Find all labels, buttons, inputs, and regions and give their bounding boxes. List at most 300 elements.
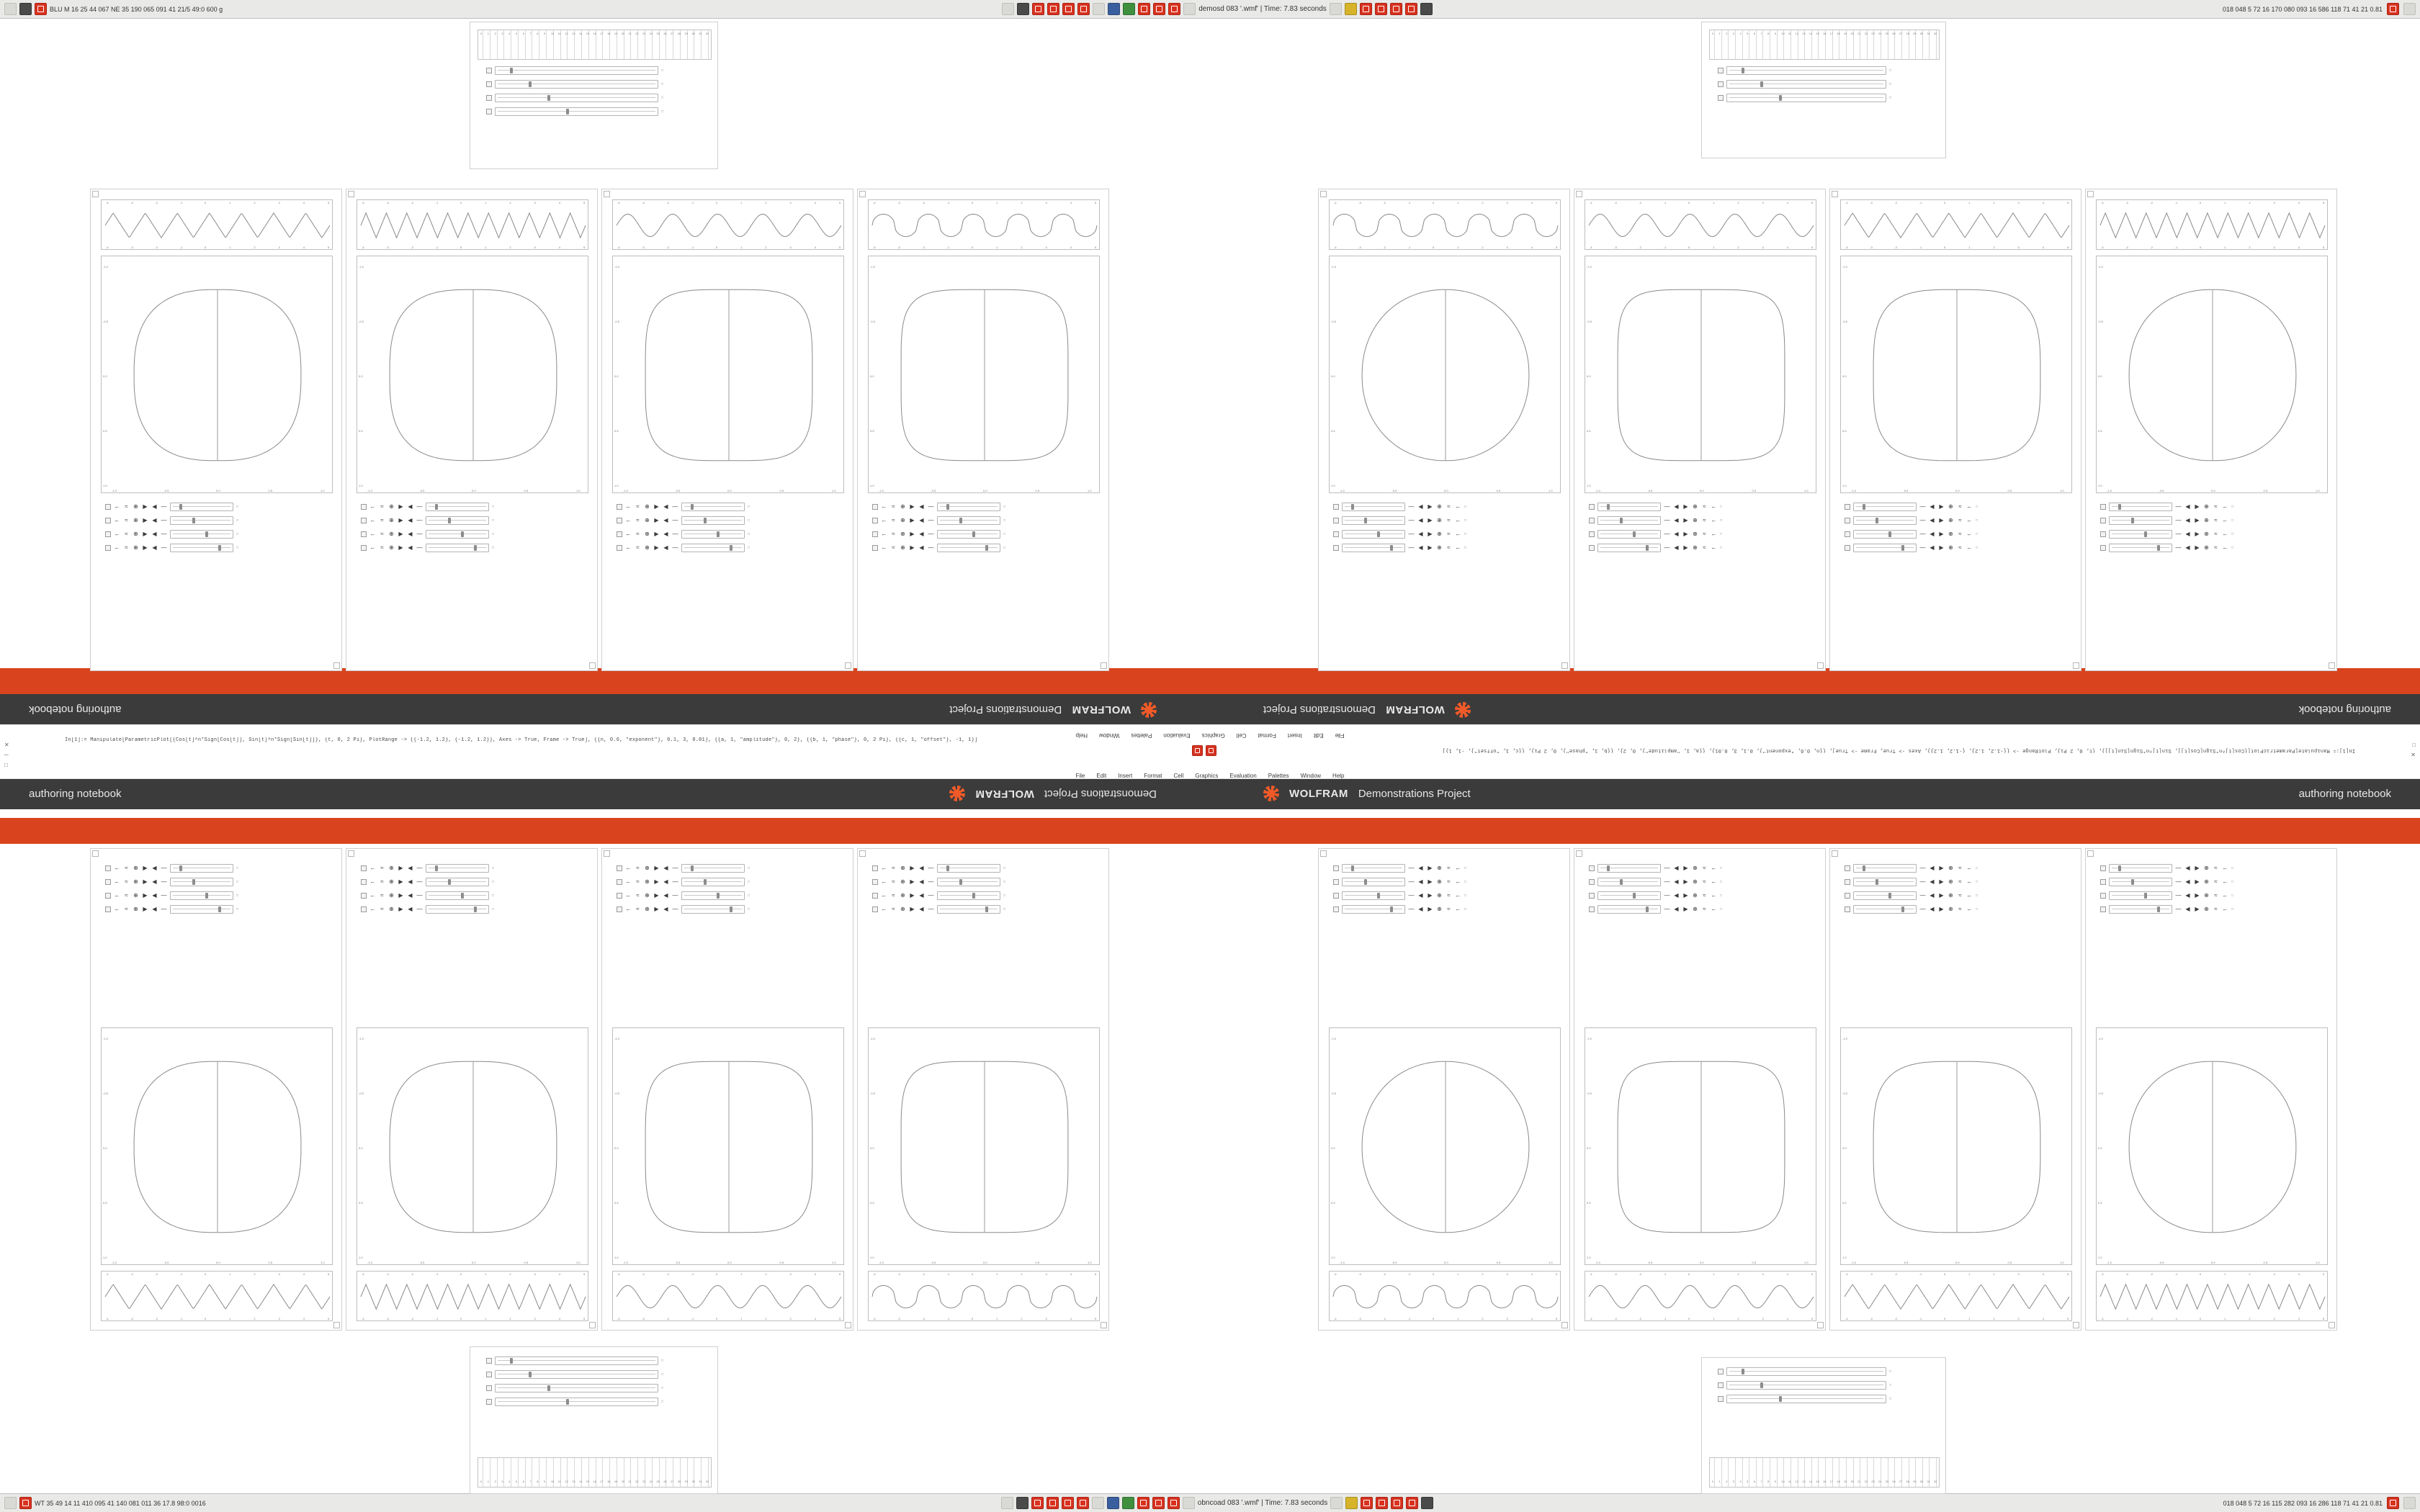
- resize-handle[interactable]: [333, 662, 340, 669]
- slider-step-icon-4[interactable]: ◀: [663, 503, 668, 510]
- slider-track[interactable]: [681, 544, 745, 552]
- slider-step-icon-0[interactable]: —: [2175, 544, 2182, 551]
- slider-step-icon-1[interactable]: ≈: [125, 891, 128, 899]
- slider-step-icon-0[interactable]: ←: [369, 516, 376, 523]
- slider-step-icon-1[interactable]: ◀: [1930, 544, 1935, 551]
- slider-step-icon-0[interactable]: ←: [881, 516, 887, 523]
- slider-step-icon-2[interactable]: ▶: [1939, 544, 1944, 551]
- resize-handle[interactable]: [1832, 850, 1838, 857]
- resize-handle[interactable]: [1101, 1322, 1107, 1328]
- slider-step-icon-4[interactable]: ◀: [408, 864, 413, 871]
- slider-step-icon-3[interactable]: ⊕: [1948, 864, 1953, 871]
- menu-item[interactable]: Insert: [1287, 732, 1302, 739]
- slider-lock-icon[interactable]: [1845, 518, 1850, 523]
- resize-handle[interactable]: [1817, 1322, 1824, 1328]
- slider-step-icon-5[interactable]: —: [416, 544, 423, 551]
- slider-step-icon-1[interactable]: ◀: [1418, 878, 1423, 885]
- slider-lock-icon[interactable]: [617, 893, 622, 899]
- slider-step-icon-1[interactable]: ◀: [1930, 864, 1935, 871]
- slider-step-icon-4[interactable]: ◀: [663, 878, 668, 885]
- slider-step-icon-4[interactable]: ≈: [1958, 905, 1962, 912]
- battery-icon[interactable]: [2403, 1497, 2416, 1509]
- slider-thumb[interactable]: [1901, 545, 1904, 551]
- slider-step-icon-4[interactable]: ◀: [152, 544, 157, 551]
- slider-thumb[interactable]: [717, 893, 720, 899]
- slider-step-icon-2[interactable]: ▶: [1428, 891, 1433, 899]
- resize-handle[interactable]: [589, 662, 596, 669]
- slider-step-icon-3[interactable]: ▶: [910, 864, 915, 871]
- slider-step-icon-4[interactable]: ◀: [408, 544, 413, 551]
- slider-step-icon-2[interactable]: ⊕: [133, 544, 138, 551]
- slider-step-icon-1[interactable]: ◀: [1418, 530, 1423, 537]
- slider-step-icon-2[interactable]: ⊕: [133, 530, 138, 537]
- record-icon[interactable]: [1152, 1497, 1165, 1509]
- slider-step-icon-4[interactable]: ◀: [663, 544, 668, 551]
- slider-step-icon-0[interactable]: ←: [881, 891, 887, 899]
- slider-step-icon-0[interactable]: ←: [369, 530, 376, 537]
- slider-step-icon-3[interactable]: ⊕: [1437, 530, 1442, 537]
- slider-step-icon-0[interactable]: —: [1664, 516, 1670, 523]
- slider-track[interactable]: [937, 864, 1000, 873]
- slider-thumb[interactable]: [1351, 504, 1354, 510]
- slider-step-icon-1[interactable]: ◀: [1418, 516, 1423, 523]
- slider-step-icon-4[interactable]: ≈: [1447, 905, 1451, 912]
- slider-track[interactable]: [1342, 516, 1405, 525]
- slider-thumb[interactable]: [946, 504, 949, 510]
- slider-step-icon-0[interactable]: —: [1664, 878, 1670, 885]
- slider-lock-icon[interactable]: [1333, 531, 1339, 537]
- slider-step-icon-2[interactable]: ▶: [2195, 503, 2200, 510]
- slider-step-icon-1[interactable]: ≈: [636, 516, 640, 523]
- slider-step-icon-1[interactable]: ◀: [2185, 878, 2190, 885]
- slider-lock-icon[interactable]: [872, 879, 878, 885]
- slider-track[interactable]: [1726, 66, 1886, 75]
- slider-step-icon-4[interactable]: ◀: [408, 503, 413, 510]
- slider-lock-icon[interactable]: [486, 1385, 492, 1391]
- slider-lock-icon[interactable]: [1845, 893, 1850, 899]
- slider-thumb[interactable]: [2144, 531, 2147, 537]
- slider-step-icon-1[interactable]: ◀: [1930, 878, 1935, 885]
- slider-step-icon-0[interactable]: ←: [881, 905, 887, 912]
- slider-lock-icon[interactable]: [105, 518, 111, 523]
- slider-thumb[interactable]: [691, 504, 694, 510]
- slider-lock-icon[interactable]: [872, 545, 878, 551]
- slider-step-icon-3[interactable]: ⊕: [1437, 891, 1442, 899]
- slider-step-icon-5[interactable]: ←: [1711, 530, 1717, 537]
- slider-step-icon-0[interactable]: ←: [369, 503, 376, 510]
- slider-track[interactable]: [495, 94, 658, 102]
- slider-step-icon-3[interactable]: ⊕: [2204, 544, 2209, 551]
- slider-step-icon-5[interactable]: ←: [2222, 544, 2228, 551]
- slider-step-icon-5[interactable]: ←: [1966, 544, 1973, 551]
- slider-step-icon-1[interactable]: ≈: [380, 516, 384, 523]
- slider-step-icon-4[interactable]: ≈: [2214, 544, 2218, 551]
- slider-step-icon-2[interactable]: ⊕: [133, 905, 138, 912]
- resize-handle[interactable]: [2073, 662, 2079, 669]
- slider-lock-icon[interactable]: [1718, 95, 1724, 101]
- slider-step-icon-4[interactable]: ◀: [152, 530, 157, 537]
- slider-step-icon-2[interactable]: ⊕: [389, 530, 394, 537]
- slider-step-icon-3[interactable]: ⊕: [1948, 516, 1953, 523]
- slider-track[interactable]: [170, 878, 233, 886]
- slider-lock-icon[interactable]: [1718, 81, 1724, 87]
- slider-step-icon-3[interactable]: ▶: [910, 891, 915, 899]
- slider-thumb[interactable]: [510, 1358, 513, 1364]
- slider-step-icon-3[interactable]: ▶: [910, 905, 915, 912]
- slider-step-icon-3[interactable]: ▶: [654, 503, 659, 510]
- slider-thumb[interactable]: [448, 879, 451, 885]
- slider-track[interactable]: [937, 530, 1000, 539]
- slider-step-icon-0[interactable]: ←: [625, 878, 632, 885]
- slider-step-icon-1[interactable]: ◀: [1674, 905, 1679, 912]
- slider-step-icon-5[interactable]: —: [672, 891, 678, 899]
- slider-step-icon-5[interactable]: —: [928, 503, 934, 510]
- window-icon[interactable]: [4, 1497, 17, 1509]
- record-icon[interactable]: [2387, 3, 2399, 15]
- slider-step-icon-3[interactable]: ⊕: [1948, 891, 1953, 899]
- slider-step-icon-5[interactable]: ←: [2222, 864, 2228, 871]
- resize-handle[interactable]: [1561, 662, 1568, 669]
- slider-step-icon-1[interactable]: ≈: [636, 878, 640, 885]
- slider-track[interactable]: [1853, 544, 1917, 552]
- slider-step-icon-2[interactable]: ⊕: [900, 503, 905, 510]
- app-icon[interactable]: [1420, 3, 1433, 15]
- slider-track[interactable]: [426, 891, 489, 900]
- slider-lock-icon[interactable]: [1845, 531, 1850, 537]
- slider-lock-icon[interactable]: [1589, 865, 1595, 871]
- slider-step-icon-0[interactable]: —: [1408, 864, 1415, 871]
- slider-track[interactable]: [1342, 544, 1405, 552]
- slider-step-icon-1[interactable]: ≈: [636, 905, 640, 912]
- slider-thumb[interactable]: [179, 504, 182, 510]
- slider-step-icon-0[interactable]: —: [2175, 891, 2182, 899]
- slider-thumb[interactable]: [1760, 1382, 1763, 1388]
- slider-step-icon-4[interactable]: ◀: [408, 878, 413, 885]
- slider-lock-icon[interactable]: [2100, 531, 2106, 537]
- slider-lock-icon[interactable]: [872, 893, 878, 899]
- slider-thumb[interactable]: [1863, 865, 1865, 871]
- terminal-icon[interactable]: [1017, 3, 1029, 15]
- slider-track[interactable]: [2109, 530, 2172, 539]
- slider-thumb[interactable]: [566, 1399, 569, 1405]
- slider-step-icon-1[interactable]: ≈: [892, 891, 895, 899]
- slider-track[interactable]: [1597, 530, 1661, 539]
- slider-step-icon-3[interactable]: ▶: [143, 878, 148, 885]
- record-icon[interactable]: [19, 1497, 32, 1509]
- slider-track[interactable]: [1597, 905, 1661, 914]
- slider-lock-icon[interactable]: [1589, 879, 1595, 885]
- slider-step-icon-1[interactable]: ≈: [892, 905, 895, 912]
- slider-step-icon-3[interactable]: ▶: [143, 530, 148, 537]
- slider-step-icon-4[interactable]: ≈: [1703, 503, 1706, 510]
- slider-track[interactable]: [1597, 878, 1661, 886]
- record-icon[interactable]: [1047, 1497, 1059, 1509]
- slider-track[interactable]: [681, 516, 745, 525]
- slider-step-icon-3[interactable]: ⊕: [1693, 503, 1698, 510]
- slider-step-icon-5[interactable]: ←: [1711, 905, 1717, 912]
- slider-step-icon-3[interactable]: ⊕: [1437, 878, 1442, 885]
- slider-step-icon-5[interactable]: ←: [2222, 530, 2228, 537]
- slider-thumb[interactable]: [1742, 1369, 1744, 1374]
- maximize-icon[interactable]: □: [4, 762, 8, 768]
- slider-step-icon-0[interactable]: ←: [114, 544, 120, 551]
- menu-bar-mirrored[interactable]: [0, 732, 2420, 739]
- slider-step-icon-4[interactable]: ≈: [1958, 891, 1962, 899]
- slider-step-icon-0[interactable]: —: [2175, 864, 2182, 871]
- slider-thumb[interactable]: [1760, 81, 1763, 87]
- slider-step-icon-0[interactable]: ←: [114, 864, 120, 871]
- slider-step-icon-5[interactable]: —: [161, 905, 167, 912]
- slider-step-icon-1[interactable]: ◀: [2185, 905, 2190, 912]
- slider-lock-icon[interactable]: [1333, 545, 1339, 551]
- slider-step-icon-3[interactable]: ▶: [398, 878, 403, 885]
- slider-track[interactable]: [681, 530, 745, 539]
- slider-lock-icon[interactable]: [105, 906, 111, 912]
- slider-step-icon-5[interactable]: ←: [2222, 516, 2228, 523]
- slider-step-icon-3[interactable]: ▶: [654, 864, 659, 871]
- record-icon[interactable]: [2387, 1497, 2399, 1509]
- slider-track[interactable]: [2109, 544, 2172, 552]
- menu-item[interactable]: Palettes: [1131, 732, 1152, 739]
- slider-thumb[interactable]: [510, 68, 513, 73]
- slider-step-icon-0[interactable]: —: [1408, 544, 1415, 551]
- slider-thumb[interactable]: [1377, 893, 1380, 899]
- record-icon[interactable]: [1077, 3, 1090, 15]
- slider-lock-icon[interactable]: [361, 879, 367, 885]
- slider-thumb[interactable]: [972, 531, 975, 537]
- slider-step-icon-1[interactable]: ◀: [1674, 503, 1679, 510]
- slider-track[interactable]: [1597, 503, 1661, 511]
- slider-track[interactable]: [495, 1370, 658, 1379]
- folder-icon[interactable]: [1093, 3, 1105, 15]
- slider-step-icon-4[interactable]: ≈: [1447, 891, 1451, 899]
- slider-step-icon-1[interactable]: ≈: [892, 544, 895, 551]
- slider-step-icon-0[interactable]: —: [1408, 878, 1415, 885]
- slider-step-icon-3[interactable]: ▶: [654, 516, 659, 523]
- slider-step-icon-5[interactable]: —: [416, 905, 423, 912]
- slider-step-icon-2[interactable]: ▶: [1683, 905, 1688, 912]
- slider-step-icon-4[interactable]: ≈: [1447, 878, 1451, 885]
- slider-step-icon-2[interactable]: ▶: [1683, 878, 1688, 885]
- resize-handle[interactable]: [845, 1322, 851, 1328]
- slider-step-icon-5[interactable]: ←: [1966, 878, 1973, 885]
- slider-step-icon-0[interactable]: —: [1919, 864, 1926, 871]
- resize-handle[interactable]: [859, 850, 866, 857]
- slider-step-icon-1[interactable]: ◀: [1418, 544, 1423, 551]
- slider-lock-icon[interactable]: [2100, 906, 2106, 912]
- slider-track[interactable]: [495, 80, 658, 89]
- slider-step-icon-5[interactable]: —: [928, 530, 934, 537]
- resize-handle[interactable]: [348, 191, 354, 197]
- slider-step-icon-0[interactable]: —: [2175, 503, 2182, 510]
- menu-item[interactable]: Evaluation: [1163, 732, 1191, 739]
- slider-step-icon-1[interactable]: ◀: [2185, 544, 2190, 551]
- slider-thumb[interactable]: [1377, 531, 1380, 537]
- slider-track[interactable]: [495, 66, 658, 75]
- slider-step-icon-5[interactable]: ←: [1711, 864, 1717, 871]
- slider-track[interactable]: [1342, 530, 1405, 539]
- slider-step-icon-1[interactable]: ≈: [125, 864, 128, 871]
- slider-lock-icon[interactable]: [1845, 879, 1850, 885]
- os-bottom-bar[interactable]: [0, 1493, 2420, 1512]
- slider-lock-icon[interactable]: [2100, 545, 2106, 551]
- slider-step-icon-3[interactable]: ⊕: [1948, 878, 1953, 885]
- slider-step-icon-2[interactable]: ⊕: [389, 878, 394, 885]
- slider-track[interactable]: [1726, 94, 1886, 102]
- slider-thumb[interactable]: [547, 95, 550, 101]
- record-icon[interactable]: [1032, 3, 1044, 15]
- app-icon[interactable]: [1345, 3, 1357, 15]
- slider-step-icon-4[interactable]: ◀: [152, 503, 157, 510]
- slider-lock-icon[interactable]: [486, 1399, 492, 1405]
- slider-step-icon-2[interactable]: ⊕: [389, 516, 394, 523]
- slider-lock-icon[interactable]: [361, 865, 367, 871]
- slider-step-icon-1[interactable]: ◀: [1930, 530, 1935, 537]
- slider-track[interactable]: [1853, 503, 1917, 511]
- slider-step-icon-2[interactable]: ⊕: [645, 905, 650, 912]
- slider-track[interactable]: [1853, 530, 1917, 539]
- slider-lock-icon[interactable]: [2100, 893, 2106, 899]
- slider-track[interactable]: [2109, 878, 2172, 886]
- slider-step-icon-4[interactable]: ≈: [1958, 878, 1962, 885]
- slider-step-icon-1[interactable]: ◀: [2185, 864, 2190, 871]
- slider-step-icon-1[interactable]: ◀: [1930, 891, 1935, 899]
- slider-track[interactable]: [1853, 891, 1917, 900]
- slider-thumb[interactable]: [1779, 95, 1782, 101]
- slider-thumb[interactable]: [2157, 545, 2160, 551]
- slider-track[interactable]: [1342, 878, 1405, 886]
- slider-step-icon-0[interactable]: —: [1919, 891, 1926, 899]
- record-icon[interactable]: [1376, 1497, 1388, 1509]
- slider-step-icon-3[interactable]: ⊕: [2204, 516, 2209, 523]
- slider-step-icon-0[interactable]: ←: [625, 864, 632, 871]
- slider-thumb[interactable]: [959, 879, 962, 885]
- slider-step-icon-4[interactable]: ≈: [1958, 864, 1962, 871]
- slider-track[interactable]: [1342, 891, 1405, 900]
- slider-step-icon-2[interactable]: ▶: [2195, 864, 2200, 871]
- slider-lock-icon[interactable]: [1845, 865, 1850, 871]
- record-icon[interactable]: [1077, 1497, 1089, 1509]
- slider-thumb[interactable]: [985, 545, 988, 551]
- slider-track[interactable]: [170, 905, 233, 914]
- slider-step-icon-3[interactable]: ⊕: [1693, 864, 1698, 871]
- slider-step-icon-5[interactable]: ←: [1966, 864, 1973, 871]
- slider-step-icon-3[interactable]: ▶: [654, 530, 659, 537]
- slider-step-icon-3[interactable]: ⊕: [2204, 891, 2209, 899]
- slider-step-icon-3[interactable]: ⊕: [2204, 530, 2209, 537]
- slider-step-icon-5[interactable]: ←: [1455, 503, 1461, 510]
- app-icon[interactable]: [1421, 1497, 1433, 1509]
- slider-track[interactable]: [681, 891, 745, 900]
- slider-step-icon-0[interactable]: ←: [881, 544, 887, 551]
- os-top-bar[interactable]: [0, 0, 2420, 19]
- slider-lock-icon[interactable]: [361, 545, 367, 551]
- slider-step-icon-2[interactable]: ▶: [2195, 891, 2200, 899]
- slider-step-icon-3[interactable]: ▶: [654, 891, 659, 899]
- menu-item[interactable]: Graphics: [1201, 732, 1225, 739]
- slider-step-icon-5[interactable]: —: [672, 530, 678, 537]
- slider-track[interactable]: [170, 864, 233, 873]
- slider-step-icon-4[interactable]: ◀: [152, 878, 157, 885]
- slider-track[interactable]: [1726, 1381, 1886, 1390]
- slider-thumb[interactable]: [1863, 504, 1865, 510]
- slider-step-icon-1[interactable]: ≈: [892, 530, 895, 537]
- slider-lock-icon[interactable]: [1333, 879, 1339, 885]
- slider-step-icon-5[interactable]: —: [161, 516, 167, 523]
- resize-handle[interactable]: [92, 850, 99, 857]
- slider-lock-icon[interactable]: [1718, 1369, 1724, 1374]
- slider-step-icon-0[interactable]: —: [1664, 891, 1670, 899]
- slider-track[interactable]: [1853, 878, 1917, 886]
- slider-track[interactable]: [681, 503, 745, 511]
- app-icon[interactable]: [1001, 1497, 1013, 1509]
- slider-thumb[interactable]: [1364, 879, 1367, 885]
- slider-thumb[interactable]: [2118, 504, 2121, 510]
- slider-step-icon-5[interactable]: —: [416, 530, 423, 537]
- slider-thumb[interactable]: [218, 906, 221, 912]
- slider-track[interactable]: [1597, 891, 1661, 900]
- slider-step-icon-4[interactable]: ≈: [1447, 864, 1451, 871]
- slider-step-icon-4[interactable]: ◀: [663, 905, 668, 912]
- slider-step-icon-5[interactable]: ←: [1455, 544, 1461, 551]
- slider-track[interactable]: [495, 1356, 658, 1365]
- slider-thumb[interactable]: [985, 906, 988, 912]
- slider-step-icon-2[interactable]: ▶: [2195, 530, 2200, 537]
- resize-handle[interactable]: [1561, 1322, 1568, 1328]
- slider-track[interactable]: [937, 891, 1000, 900]
- slider-step-icon-1[interactable]: ◀: [1674, 864, 1679, 871]
- menu-item[interactable]: Help: [1332, 773, 1345, 779]
- slider-step-icon-1[interactable]: ≈: [380, 864, 384, 871]
- menu-item[interactable]: Cell: [1173, 773, 1184, 779]
- slider-step-icon-5[interactable]: —: [161, 544, 167, 551]
- slider-track[interactable]: [1726, 1367, 1886, 1376]
- slider-lock-icon[interactable]: [1333, 865, 1339, 871]
- slider-step-icon-3[interactable]: ⊕: [2204, 864, 2209, 871]
- slider-step-icon-5[interactable]: ←: [2222, 905, 2228, 912]
- slider-step-icon-4[interactable]: ≈: [1703, 544, 1706, 551]
- slider-step-icon-2[interactable]: ▶: [2195, 905, 2200, 912]
- slider-track[interactable]: [1726, 80, 1886, 89]
- slider-track[interactable]: [170, 503, 233, 511]
- slider-lock-icon[interactable]: [1589, 906, 1595, 912]
- slider-step-icon-3[interactable]: ⊕: [2204, 878, 2209, 885]
- record-icon[interactable]: [1405, 3, 1417, 15]
- slider-step-icon-2[interactable]: ▶: [1939, 905, 1944, 912]
- app-icon[interactable]: [1330, 1497, 1343, 1509]
- slider-track[interactable]: [1597, 544, 1661, 552]
- slider-step-icon-5[interactable]: ←: [1455, 905, 1461, 912]
- record-icon[interactable]: [1062, 1497, 1074, 1509]
- slider-track[interactable]: [426, 905, 489, 914]
- slider-step-icon-0[interactable]: ←: [881, 878, 887, 885]
- slider-step-icon-0[interactable]: ←: [369, 878, 376, 885]
- slider-step-icon-2[interactable]: ⊕: [900, 891, 905, 899]
- slider-step-icon-3[interactable]: ⊕: [1437, 864, 1442, 871]
- slider-thumb[interactable]: [448, 518, 451, 523]
- slider-step-icon-2[interactable]: ⊕: [900, 516, 905, 523]
- slider-step-icon-3[interactable]: ⊕: [1948, 530, 1953, 537]
- record-icon[interactable]: [1375, 3, 1387, 15]
- slider-step-icon-5[interactable]: —: [672, 503, 678, 510]
- slider-step-icon-4[interactable]: ◀: [919, 503, 924, 510]
- menu-item[interactable]: Format: [1144, 773, 1162, 779]
- slider-step-icon-1[interactable]: ◀: [1418, 891, 1423, 899]
- slider-step-icon-5[interactable]: ←: [1455, 530, 1461, 537]
- slider-thumb[interactable]: [1876, 518, 1878, 523]
- slider-step-icon-4[interactable]: ≈: [2214, 878, 2218, 885]
- slider-lock-icon[interactable]: [105, 865, 111, 871]
